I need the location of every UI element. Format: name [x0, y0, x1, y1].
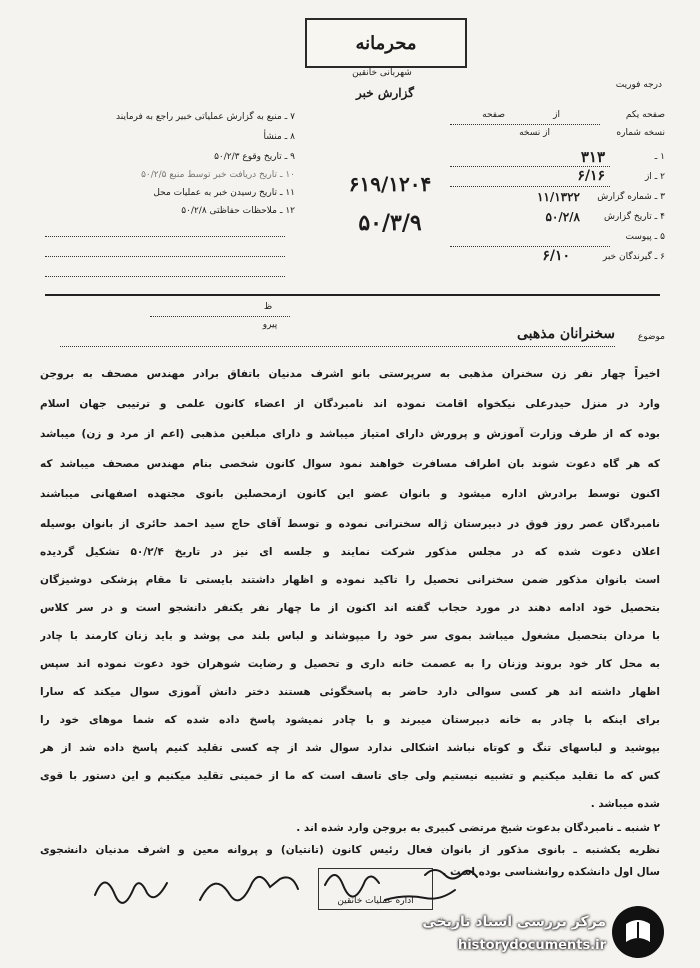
field-12: ۱۲ ـ ملاحظات حفاظتی ۵۰/۲/۸	[181, 206, 295, 216]
report-title: گزارش خبر	[356, 86, 414, 100]
note-line: سال اول دانشکده روانشناسی بوده است .	[442, 866, 660, 878]
right-fields	[450, 110, 665, 280]
signature-1	[95, 883, 167, 903]
side-label-bottom: پیرو	[262, 320, 278, 330]
blank-line-2	[45, 256, 285, 257]
archive-logo-icon	[612, 906, 664, 958]
watermark-url: historydocuments.ir	[457, 938, 606, 953]
body-line: نامبردگان عصر روز فوق در دبیرستان ژاله سخنرانی نموده و توسط آقای حاج سید احمد حائری از بانوان بوسیله	[40, 518, 660, 530]
blank-line-1	[45, 236, 285, 237]
field-11: ۱۱ ـ تاریخ رسیدن خبر به عملیات محل	[153, 188, 295, 198]
field-4: ۴ ـ تاریخ گزارش	[603, 212, 665, 222]
body-line: که هر گاه دعوت شوند بان اطراف مسافرت خواهند نمود سوال کانون شخصی بنام مهندس مصحف میباشد که	[40, 458, 660, 470]
dotline-c	[450, 186, 610, 187]
field-page-label: صفحه	[482, 110, 505, 120]
field-8: ۸ ـ منشأ	[263, 132, 295, 142]
watermark-title: مرکز بررسی اسناد تاریخی	[422, 914, 606, 930]
dotline-d	[450, 246, 610, 247]
value-report-date: ۵۰/۲/۸	[545, 210, 580, 224]
signature-4	[385, 890, 455, 900]
field-7: ۷ ـ منبع به گزارش عملیاتی خبیر راجع به فرمایند	[116, 112, 295, 122]
confidential-stamp	[305, 18, 467, 68]
field-10: ۱۰ ـ تاریخ دریافت خبر توسط منبع ۵۰/۲/۵	[141, 170, 295, 180]
field-3: ۳ ـ شماره گزارش	[597, 192, 665, 202]
field-9: ۹ ـ تاریخ وقوع ۵۰/۲/۳	[214, 152, 295, 162]
priority-label: درجه فوریت	[615, 80, 662, 90]
body-line: وارد در منزل حیدرعلی نیکخواه اقامت نموده اند نامبردگان از اعضاء کانون علمی و ترتیبی جهان اسلام	[40, 398, 660, 410]
subject-label: موضوع	[637, 332, 665, 342]
body-line: بوده که از طرف وزارت آموزش و پرورش دارای امتیاز میباشد و دارای مبلغین مذهبی (اعم از مرد و زن) میباشد	[40, 428, 660, 440]
left-fields	[40, 112, 295, 222]
body-line: برای اینکه با چادر به خانه دبیرستان میبرند و با چادر نمیشود پاسخ داده شده که شما موهای خود را	[40, 714, 660, 726]
field-page: صفحه یکم	[625, 110, 665, 120]
side-line	[150, 316, 290, 317]
body-line: است بانوان مذکور ضمن سخنرانی تحصیل را تاکید نموده و اظهار داشتند بایستی تا مقام پزشکی دوشیزگان	[40, 574, 660, 586]
signature-3	[325, 875, 379, 897]
body-line: با مردان بتحصیل مشغول میباشد بموی سر خود را میپوشاند و لباس بلند می پوشد و باید زنان کارمند با چادر	[40, 630, 660, 642]
body-line: شده میباشد .	[590, 798, 660, 810]
field-1: ۱ ـ	[654, 152, 665, 162]
subject-line	[60, 346, 615, 347]
side-label-top: ظ	[263, 302, 273, 312]
handwritten-number-2: ۵۰/۳/۹	[358, 210, 422, 236]
signature-2	[200, 877, 298, 900]
note-line: نظریه یکشنبه ـ بانوی مذکور از بانوان فعال رئیس کانون (تانتیان) و پروانه معین و اشرف مدنیان دانشجوی	[40, 844, 660, 856]
body-line: بپوشید و لباسهای تنگ و کوتاه نباشد اشکالی ندارد سوال شد از چه کسی تقلید کنیم پاسخ داده شد از هر	[40, 742, 660, 754]
body-line: کس که ما تقلید میکنیم و تشبیه نیستیم ولی جای تاسف است که ما از خمینی تقلید میکنیم و این دستور با قوی	[40, 770, 660, 782]
field-copy-of: از نسخه	[519, 128, 550, 138]
body-line: اخیراً چهار نفر زن سخنران مذهبی به سرپرستی بانو اشرف مدنیان باتفاق برادر مهندس مصحف به بروجن	[40, 368, 660, 380]
footer-stamp: اداره عملیات خانقین	[318, 868, 433, 910]
field-2: ۲ ـ از	[644, 172, 665, 182]
field-6: ۶ ـ گیرندگان خبر	[602, 252, 665, 262]
body-line: به محل کار خود بروند وزنان را به عصمت خانه داری و تحصیل و رضایت شوهران خود دعوت نموده اند سپس	[40, 658, 660, 670]
blank-line-3	[45, 276, 285, 277]
body-line: اکنون توسط برادرش اداره میشود و بانوان عضو این کانون ازمحصلین بانوی مجتهده اصفهانی میباشند	[40, 488, 660, 500]
stamp-text: محرمانه	[355, 32, 417, 54]
dotline-a	[450, 124, 600, 125]
value-recipients: ۶/۱۰	[542, 248, 570, 264]
signature-5	[425, 870, 477, 879]
value-report-no: ۱۱/۱۳۲۲	[536, 190, 580, 204]
agency-line: شهربانی خانقین	[352, 68, 412, 78]
field-5: ۵ ـ پیوست	[625, 232, 665, 242]
body-line: بتحصیل خود ادامه دهند در مورد حجاب گفته اند اکنون از ما چهار نفر یکنفر دانشجو است و در سر کلاس	[40, 602, 660, 614]
header-divider	[45, 294, 660, 296]
note-line: ۲ شنبه ـ نامبردگان بدعوت شیخ مرتضی کبیری به بروجن وارد شده اند .	[296, 822, 660, 834]
value-2: ۶/۱۶	[577, 168, 605, 184]
body-line: اظهار داشته اند هر کسی سوالی دارد حاضر به پاسخگوئی هستند دختر دانش آموزی سوال میکند که سارا	[40, 686, 660, 698]
field-page-of: از	[553, 110, 560, 120]
body-line: اعلان دعوت شده که در مجلس مذکور شرکت نمایند و جلسه ای نیز در تاریخ ۵۰/۲/۴ تشکیل گردیده	[40, 546, 660, 558]
handwritten-number-1: ۶۱۹/۱۲۰۴	[348, 172, 432, 196]
dotline-b	[450, 166, 610, 167]
value-1: ۳۱۳	[580, 148, 605, 166]
subject-value: سخنرانان مذهبی	[516, 326, 615, 342]
field-copy: نسخه شماره	[616, 128, 665, 138]
